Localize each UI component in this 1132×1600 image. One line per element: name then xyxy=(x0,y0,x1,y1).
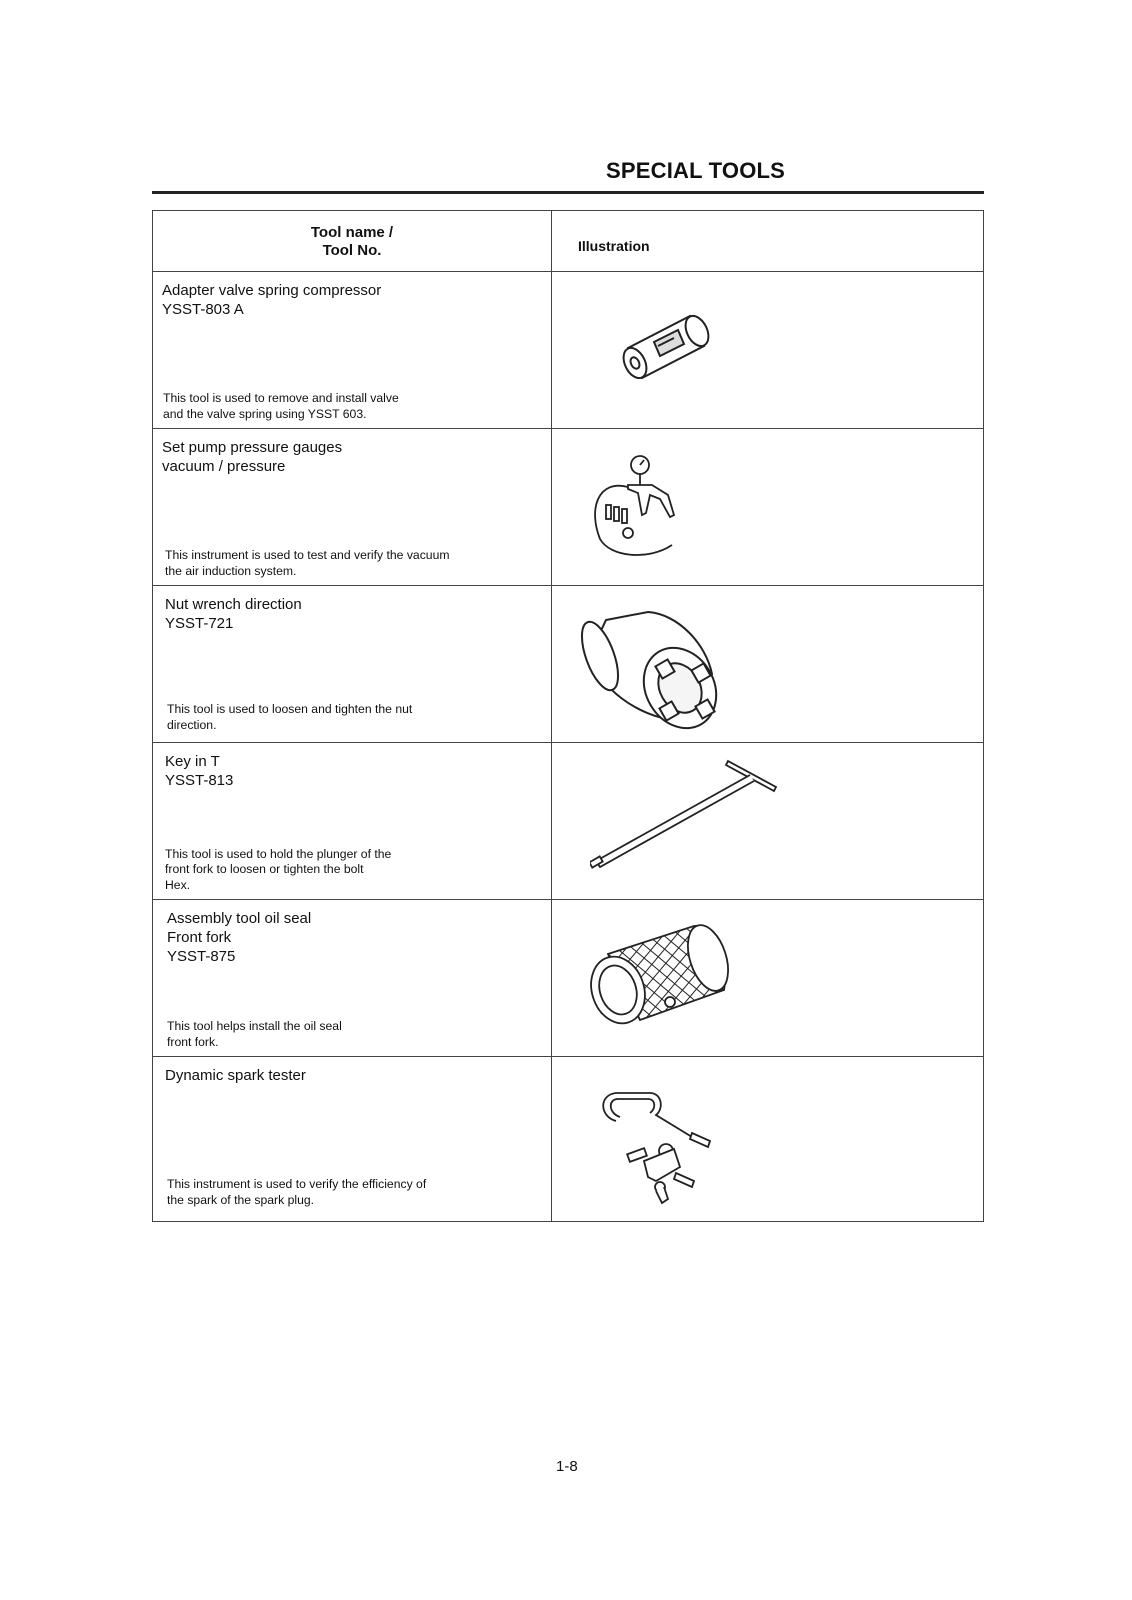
tool-description-line: front fork to loosen or tighten the bolt xyxy=(165,862,364,876)
tool-name-cell xyxy=(153,272,552,429)
tool-description-line: direction. xyxy=(167,717,217,732)
tool-name: Nut wrench direction xyxy=(165,596,302,613)
tool-number: YSST-875 xyxy=(167,948,236,965)
tool-name-subtitle: vacuum / pressure xyxy=(162,458,286,475)
tool-number: YSST-813 xyxy=(165,772,234,789)
tool-description-line: This tool is used to loosen and tighten the nut xyxy=(167,702,413,716)
illustration-cell xyxy=(552,743,984,900)
header-tool-name-cell xyxy=(153,211,552,272)
table-row xyxy=(153,586,984,743)
tool-description-line: This tool helps install the oil seal xyxy=(167,1019,342,1033)
tool-description-line: Hex. xyxy=(165,877,191,892)
tool-description-line: This instrument is used to verify the efficiency of xyxy=(167,1177,427,1191)
header-illustration-label: Illustration xyxy=(578,238,650,254)
page-number: 1-8 xyxy=(556,1458,578,1475)
tool-number: YSST-721 xyxy=(165,615,234,632)
header-tool-name-label: Tool name / xyxy=(310,224,394,241)
nut-wrench-socket-icon xyxy=(578,604,738,734)
tool-name-cell xyxy=(153,743,552,900)
tool-description-line: the air induction system. xyxy=(165,563,297,578)
page-title: SPECIAL TOOLS xyxy=(606,158,786,183)
tool-description-line: This tool is used to hold the plunger of the xyxy=(165,846,392,861)
table-row xyxy=(153,900,984,1057)
table-header-row xyxy=(153,211,984,272)
tool-name-subtitle: Front fork xyxy=(167,929,232,946)
tool-name: Dynamic spark tester xyxy=(165,1067,306,1084)
illustration-cell xyxy=(552,586,984,743)
tool-name: Set pump pressure gauges xyxy=(162,439,343,456)
valve-spring-compressor-adapter-icon xyxy=(612,302,722,382)
oil-seal-installer-icon xyxy=(584,920,734,1040)
tool-description-line: This tool is used to remove and install valve xyxy=(163,391,399,405)
header-tool-number-label: Tool No. xyxy=(322,242,382,259)
illustration-cell xyxy=(552,272,984,429)
tool-name: Assembly tool oil seal xyxy=(167,910,312,927)
pressure-gauge-pump-icon xyxy=(588,449,698,569)
t-handle-key-icon xyxy=(590,757,790,877)
illustration-cell xyxy=(552,900,984,1057)
title-rule xyxy=(152,191,984,194)
table-row xyxy=(153,429,984,586)
tool-name-cell xyxy=(153,429,552,586)
tool-description-line: the spark of the spark plug. xyxy=(167,1192,315,1207)
tool-number: YSST-803 A xyxy=(162,301,244,318)
table-row xyxy=(153,1057,984,1222)
tool-description-line: front fork. xyxy=(167,1034,219,1049)
tool-description-line: This instrument is used to test and verify the vacuum xyxy=(165,548,450,562)
illustration-cell xyxy=(552,429,984,586)
header-illustration-cell xyxy=(552,211,984,272)
table-row xyxy=(153,743,984,900)
special-tools-table xyxy=(152,210,984,1222)
tool-description-line: and the valve spring using YSST 603. xyxy=(163,406,367,421)
illustration-cell xyxy=(552,1057,984,1222)
tool-name: Adapter valve spring compressor xyxy=(162,282,382,299)
tool-name-cell xyxy=(153,1057,552,1222)
tool-name-cell xyxy=(153,900,552,1057)
tool-name-cell xyxy=(153,586,552,743)
spark-tester-icon xyxy=(596,1087,726,1207)
tool-name: Key in T xyxy=(165,753,220,770)
table-row xyxy=(153,272,984,429)
